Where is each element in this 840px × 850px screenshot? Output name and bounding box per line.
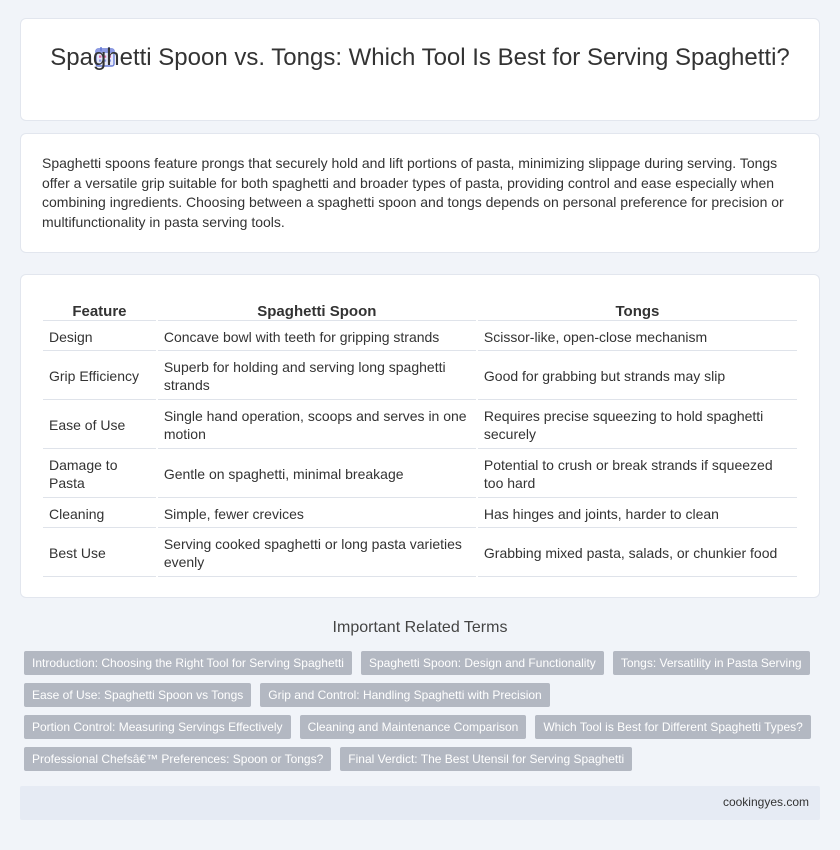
feature-cell: Damage to Pasta <box>43 451 156 498</box>
table-row <box>43 353 797 400</box>
related-term-tag[interactable]: Portion Control: Measuring Servings Effectively <box>24 715 291 739</box>
related-term-tag[interactable]: Professional Chefsâ€™ Preferences: Spoon or Tongs? <box>24 747 331 771</box>
table-row <box>43 451 797 498</box>
table-row <box>43 323 797 351</box>
intro-card <box>20 133 820 253</box>
spoon-cell: Simple, fewer crevices <box>158 500 476 528</box>
table-row <box>43 500 797 528</box>
intro-paragraph: Spaghetti spoons feature prongs that securely hold and lift portions of pasta, minimizing slippage during serving. Tongs offer a versatile grip suitable for both spaghetti and broader types of pasta, providing control and ease especially when combining ingredients. Choosing between a spaghetti spoon and tongs depends on personal preference for precision or multifunctionality in pasta serving tools. <box>42 155 784 230</box>
related-terms-title: Important Related Terms <box>332 619 508 636</box>
header-tongs: Tongs <box>478 297 797 321</box>
table-row <box>43 530 797 577</box>
tongs-cell: Has hinges and joints, harder to clean <box>478 500 797 528</box>
related-term-tag[interactable]: Final Verdict: The Best Utensil for Serving Spaghetti <box>340 747 632 771</box>
tongs-cell: Potential to crush or break strands if squeezed too hard <box>478 451 797 498</box>
footer-site-name: cookingyes.com <box>722 795 809 809</box>
feature-cell: Design <box>43 323 156 351</box>
tongs-cell: Requires precise squeezing to hold spaghetti securely <box>478 402 797 449</box>
spoon-cell: Gentle on spaghetti, minimal breakage <box>158 451 476 498</box>
comparison-table <box>41 295 799 579</box>
related-term-tag[interactable]: Tongs: Versatility in Pasta Serving <box>613 651 810 675</box>
related-term-tag[interactable]: Spaghetti Spoon: Design and Functionality <box>361 651 604 675</box>
related-term-tag[interactable]: Which Tool is Best for Different Spaghetti Types? <box>535 715 810 739</box>
page-title: Spaghetti Spoon vs. Tongs: Which Tool Is Best for Serving Spaghetti? <box>50 44 790 71</box>
related-term-tag[interactable]: Cleaning and Maintenance Comparison <box>300 715 527 739</box>
spoon-cell: Superb for holding and serving long spaghetti strands <box>158 353 476 400</box>
feature-cell: Cleaning <box>43 500 156 528</box>
related-term-tag[interactable]: Introduction: Choosing the Right Tool for Serving Spaghetti <box>24 651 352 675</box>
feature-cell: Grip Efficiency <box>43 353 156 400</box>
spoon-cell: Serving cooked spaghetti or long pasta varieties evenly <box>158 530 476 577</box>
spoon-cell: Single hand operation, scoops and serves in one motion <box>158 402 476 449</box>
related-terms-list <box>22 651 822 779</box>
table-row <box>43 402 797 449</box>
related-term-tag[interactable]: Grip and Control: Handling Spaghetti with Precision <box>260 683 549 707</box>
related-term-tag[interactable]: Ease of Use: Spaghetti Spoon vs Tongs <box>24 683 251 707</box>
tongs-cell: Grabbing mixed pasta, salads, or chunkier food <box>478 530 797 577</box>
header-feature: Feature <box>43 297 156 321</box>
spoon-cell: Concave bowl with teeth for gripping strands <box>158 323 476 351</box>
tongs-cell: Good for grabbing but strands may slip <box>478 353 797 400</box>
feature-cell: Best Use <box>43 530 156 577</box>
header-spaghetti-spoon: Spaghetti Spoon <box>158 297 476 321</box>
footer <box>20 786 820 820</box>
tongs-cell: Scissor-like, open-close mechanism <box>478 323 797 351</box>
title-card <box>20 18 820 121</box>
feature-cell: Ease of Use <box>43 402 156 449</box>
comparison-card <box>20 274 820 598</box>
table-header-row <box>43 297 797 321</box>
